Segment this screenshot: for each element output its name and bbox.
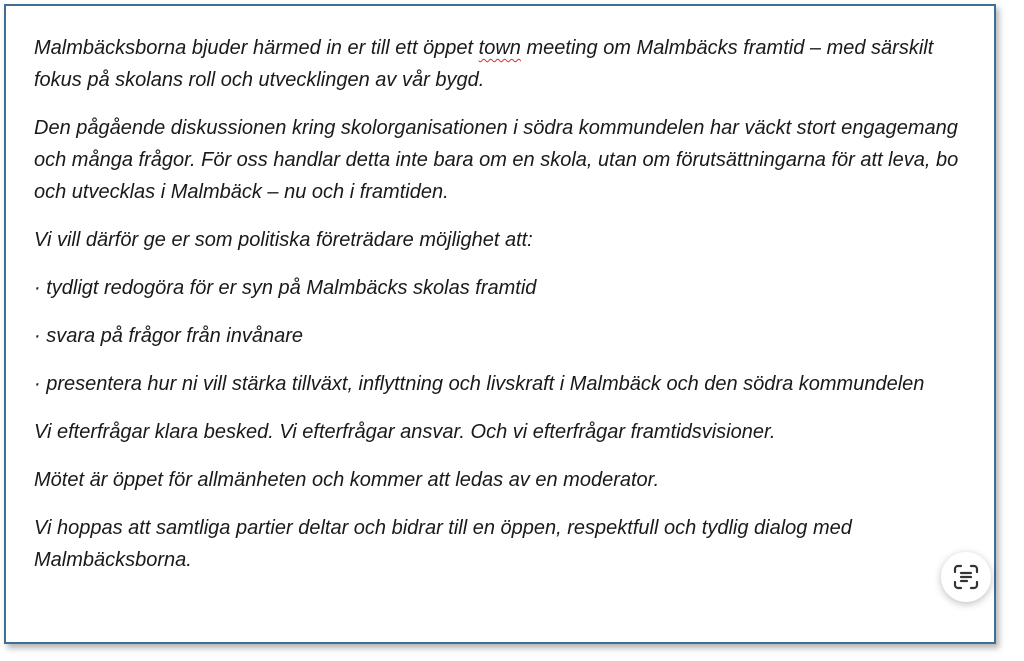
- paragraph-demands: Vi efterfrågar klara besked. Vi efterfrågar ansvar. Och vi efterfrågar framtidsvisioner.: [34, 421, 776, 443]
- bullet-item: · presentera hur ni vill stärka tillväxt, inflyttning och livskraft i Malmbäck och den södra kommundelen: [34, 373, 925, 395]
- text-scan-icon: [952, 563, 980, 591]
- document-frame: [4, 4, 996, 644]
- bullet-item: · svara på frågor från invånare: [34, 325, 304, 347]
- bullet-item: · tydligt redogöra för er syn på Malmbäcks skolas framtid: [34, 277, 537, 299]
- invitation-text-end: meeting om Malmbäcks framtid – med särskilt fokus på skolans roll och utvecklingen av vår bygd.: [34, 37, 934, 91]
- paragraph-closing: Vi hoppas att samtliga partier deltar och bidrar till en öppen, respektfull och tydlig dialog med Malmbäcksborna.: [34, 517, 852, 571]
- paragraph-background: Den pågående diskussionen kring skolorganisationen i södra kommundelen har väckt stort engagemang och många frågor. För oss handlar detta inte bara om en skola, utan om förutsättningarna för att leva, bo och utvecklas i Malmbäck – nu och i framtiden.: [34, 117, 959, 203]
- spellcheck-flagged-word[interactable]: town: [478, 37, 521, 59]
- text-scan-button[interactable]: [941, 552, 991, 602]
- paragraph-public-meeting: Mötet är öppet för allmänheten och kommer att ledas av en moderator.: [34, 469, 660, 491]
- paragraph-purpose: Vi vill därför ge er som politiska företrädare möjlighet att:: [34, 229, 533, 251]
- invitation-text-start: Malmbäcksborna bjuder härmed in er till ett öppet: [34, 37, 479, 59]
- paragraph-invitation: [34, 32, 974, 96]
- document-body: [34, 32, 974, 592]
